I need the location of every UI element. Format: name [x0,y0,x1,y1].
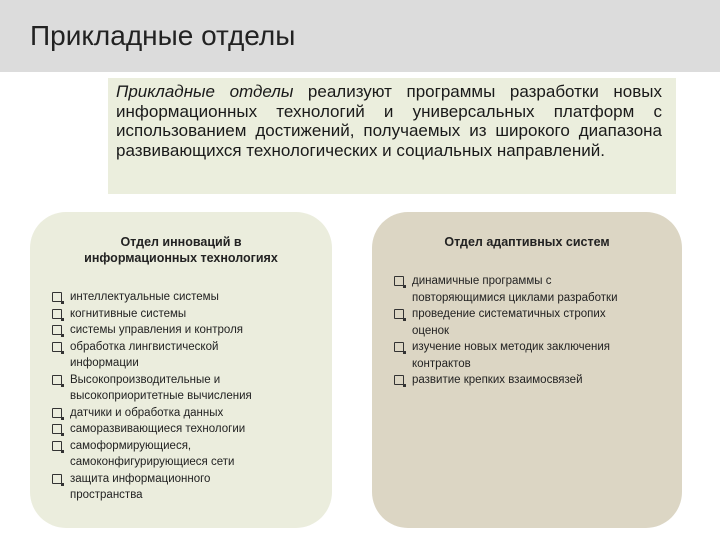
list-item-text: информации [70,357,139,369]
list-item [394,306,674,339]
list-item-text: самоформирующиеся, [70,439,192,452]
checkbox-bullet-icon [52,375,62,385]
checkbox-bullet-icon [52,441,62,451]
list-item [52,306,322,323]
checkbox-bullet-icon [52,309,62,319]
checkbox-bullet-icon [394,276,404,286]
checkbox-bullet-icon [52,408,62,418]
title-bar [0,0,720,72]
checkbox-bullet-icon [52,424,62,434]
intro-term: Прикладные отделы [116,82,294,101]
list-item-text: повторяющимися циклами разработки [412,291,618,304]
list-item-text: интеллектуальные системы [70,291,219,303]
list-item [52,372,322,405]
intro-paragraph [116,82,662,160]
checkbox-bullet-icon [52,292,62,302]
adaptive-topics-list [394,273,674,389]
list-item [52,339,322,372]
checkbox-bullet-icon [52,474,62,484]
list-item-text: развитие крепких взаимосвязей [412,374,583,386]
intro-box [108,78,676,194]
heading-line: информационных технологиях [84,251,278,265]
adaptive-systems-panel [372,212,682,528]
list-item [52,421,322,438]
page-title: Прикладные отделы [30,20,296,51]
adaptive-systems-heading: Отдел адаптивных систем [444,235,610,249]
list-item-text: обработка лингвистической [70,340,219,353]
intro-body: реализуют программы разработки новых информационных технологий и универсальных платформ с использованием достижений, получаемых из широкого диапазона развивающихся технологических и социальных направлений. [116,82,662,160]
list-item [52,438,322,471]
list-item-text: динамичные программы с [412,275,552,287]
list-item [52,405,322,422]
list-item-text: саморазвивающиеся технологии [70,423,246,435]
heading-line: Отдел инноваций в [120,235,242,249]
list-item-text: самоконфигурирующиеся сети [70,456,235,468]
list-item [52,289,322,306]
list-item [394,372,674,389]
list-item [52,322,322,339]
list-item-text: пространства [70,489,143,501]
innovation-department-heading [40,234,322,266]
list-item-text: оценок [412,324,450,337]
list-item-text: высокоприоритетные вычисления [70,390,252,402]
list-item [394,273,674,306]
checkbox-bullet-icon [394,309,404,319]
list-item-text: контрактов [412,357,471,370]
list-item-text: когнитивные системы [70,307,187,320]
innovation-topics-list [52,289,322,504]
innovation-department-panel [30,212,332,528]
list-item-text: проведение систематичных стропих [412,308,606,320]
list-item-text: датчики и обработка данных [70,406,224,419]
checkbox-bullet-icon [394,375,404,385]
list-item [52,471,322,504]
list-item-text: защита информационного [70,472,211,485]
list-item-text: изучение новых методик заключения [412,341,610,353]
list-item-text: системы управления и контроля [70,324,244,336]
list-item [394,339,674,372]
checkbox-bullet-icon [52,325,62,335]
checkbox-bullet-icon [394,342,404,352]
checkbox-bullet-icon [52,342,62,352]
list-item-text: Высокопроизводительные и [70,373,221,386]
